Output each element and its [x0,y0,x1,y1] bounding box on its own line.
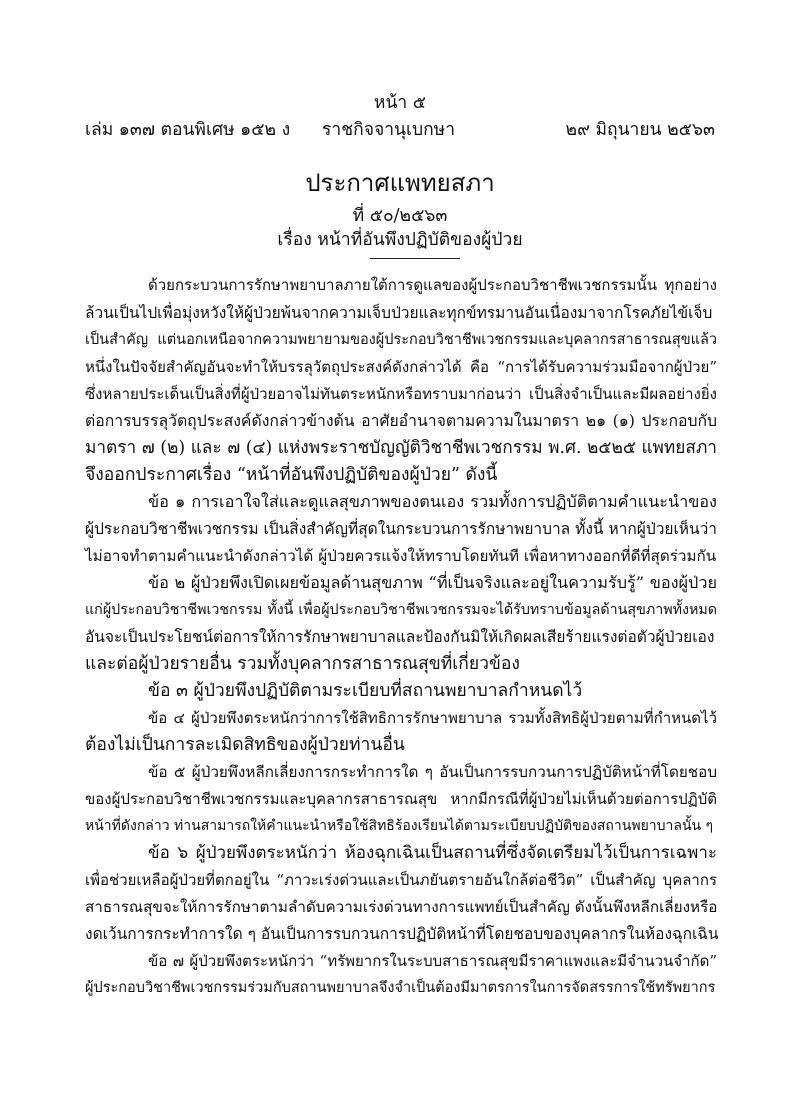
clause-5-line: ของผู้ประกอบวิชาชีพเวชกรรมและบุคลากรสาธารณสุข หากมีกรณีที่ผู้ป่วยไม่เห็นด้วยต่อการปฏิบัติ [85,790,717,808]
clause-6-line: งดเว้นการกระทำการใด ๆ อันเป็นการรบกวนการปฏิบัติหน้าที่โดยชอบของบุคลากรในห้องฉุกเฉิน [85,925,719,943]
body-line: ต่อการบรรลุวัตถุประสงค์ดังกล่าวข้างต้น อาศัยอำนาจตามความในมาตรา ๒๑ (๑) ประกอบกับ [85,411,717,430]
clause-2-line: อันจะเป็นประโยชน์ต่อการให้การรักษาพยาบาลและป้องกันมิให้เกิดผลเสียร้ายแรงต่อตัวผู้ป่วยเอง [85,628,715,646]
clause-2-line: และต่อผู้ป่วยรายอื่น รวมทั้งบุคลากรสาธารณสุขที่เกี่ยวข้อง [85,654,520,674]
clause-2-line: แก่ผู้ประกอบวิชาชีพเวชกรรม ทั้งนี้ เพื่อผู้ประกอบวิชาชีพเวชกรรมจะได้รับทราบข้อมูลด้านสุขภาพทั้งหมด [85,602,717,618]
clause-6-line: เพื่อช่วยเหลือผู้ป่วยที่ตกอยู่ใน “ภาวะเร่งด่วนและเป็นภยันตรายอันใกล้ต่อชีวิต” เป็นสำคัญ บุคลากร [85,871,717,889]
body-line: มาตรา ๗ (๒) และ ๗ (๔) แห่งพระราชบัญญัติวิชาชีพเวชกรรม พ.ศ. ๒๕๒๕ แพทยสภา [85,438,717,458]
clause-1-line: ข้อ ๑ การเอาใจใส่และดูแลสุขภาพของตนเอง รวมทั้งการปฏิบัติตามคำแนะนำของ [148,492,717,511]
gazette-name: ราชกิจจานุเบกษา [322,120,456,140]
title-divider [370,258,460,259]
announcement-number: ที่ ๕๐/๒๕๖๓ [352,206,448,226]
clause-5-line: ข้อ ๕ ผู้ป่วยพึงหลีกเลี่ยงการกระทำการใด ๆ อันเป็นการรบกวนการปฏิบัติหน้าที่โดยชอบ [148,763,717,781]
body-line: เป็นสำคัญ แต่นอกเหนือจากความพยายามของผู้ประกอบวิชาชีพเวชกรรมและบุคลากรสาธารณสุขแล้ว [85,332,717,348]
clause-3-line: ข้อ ๓ ผู้ป่วยพึงปฏิบัติตามระเบียบที่สถานพยาบาลกำหนดไว้ [148,681,583,701]
body-line: ล้วนเป็นไปเพื่อมุ่งหวังให้ผู้ป่วยพ้นจากความเจ็บป่วยและทุกข์ทรมานอันเนื่องมาจากโรคภัยไข้เจ็บ [85,304,713,322]
clause-7-line: ผู้ประกอบวิชาชีพเวชกรรมร่วมกับสถานพยาบาลจึงจำเป็นต้องมีมาตรการในการจัดสรรการใช้ทรัพยากร [85,980,716,996]
clause-1-line: ผู้ประกอบวิชาชีพเวชกรรม เป็นสิ่งสำคัญที่สุดในกระบวนการรักษาพยาบาล ทั้งนี้ หากผู้ป่วยเห็นว่า [85,520,717,538]
clause-7-line: ข้อ ๗ ผู้ป่วยพึงตระหนักว่า “ทรัพยากรในระบบสาธารณสุขมีราคาแพงและมีจำนวนจำกัด” [148,952,717,970]
clause-6-line: สาธารณสุขจะให้การรักษาตามลำดับความเร่งด่วนทางการแพทย์เป็นสำคัญ ดังนั้นพึงหลีกเลี่ยงหรือ [85,898,718,916]
body-line: จึงออกประกาศเรื่อง “หน้าที่อันพึงปฏิบัติของผู้ป่วย” ดังนี้ [85,465,498,485]
clause-4-line: ข้อ ๔ ผู้ป่วยพึงตระหนักว่าการใช้สิทธิการรักษาพยาบาล รวมทั้งสิทธิผู้ป่วยตามที่กำหนดไว้ [148,709,717,727]
clause-6-line: ข้อ ๖ ผู้ป่วยพึงตระหนักว่า ห้องฉุกเฉินเป็นสถานที่ซึ่งจัดเตรียมไว้เป็นการเฉพาะ [148,843,717,863]
page-number: หน้า ๕ [373,93,427,113]
body-line: หนึ่งในปัจจัยสำคัญอันจะทำให้บรรลุวัตถุประสงค์ดังกล่าวได้ คือ “การได้รับความร่วมมือจากผู้ป่วย” [85,358,717,376]
gazette-volume: เล่ม ๑๓๗ ตอนพิเศษ ๑๕๒ ง [85,120,291,140]
announcement-title: ประกาศแพทยสภา [305,169,495,197]
announcement-subject: เรื่อง หน้าที่อันพึงปฏิบัติของผู้ป่วย [277,230,523,250]
body-line: ซึ่งหลายประเด็นเป็นสิ่งที่ผู้ป่วยอาจไม่ทันตระหนักหรือทราบมาก่อนว่า เป็นสิ่งจำเป็นและมีผลอย่างยิ่ง [85,385,717,403]
body-line: ด้วยกระบวนการรักษาพยาบาลภายใต้การดูแลของผู้ประกอบวิชาชีพเวชกรรมนั้น ทุกอย่าง [148,276,717,294]
clause-4-line: ต้องไม่เป็นการละเมิดสิทธิของผู้ป่วยท่านอื่น [85,735,405,755]
gazette-date: ๒๙ มิถุนายน ๒๕๖๓ [565,120,715,140]
clause-1-line: ไม่อาจทำตามคำแนะนำดังกล่าวได้ ผู้ป่วยควรแจ้งให้ทราบโดยทันที เพื่อหาทางออกที่ดีที่สุดร่วมกัน [85,547,717,565]
clause-5-line: หน้าที่ดังกล่าว ท่านสามารถให้คำแนะนำหรือใช้สิทธิร้องเรียนได้ตามระเบียบปฏิบัติของสถานพยาบาลนั้น ๆ [85,818,714,834]
clause-2-line: ข้อ ๒ ผู้ป่วยพึงเปิดเผยข้อมูลด้านสุขภาพ “ที่เป็นจริงและอยู่ในความรับรู้” ของผู้ป่วย [148,573,717,592]
